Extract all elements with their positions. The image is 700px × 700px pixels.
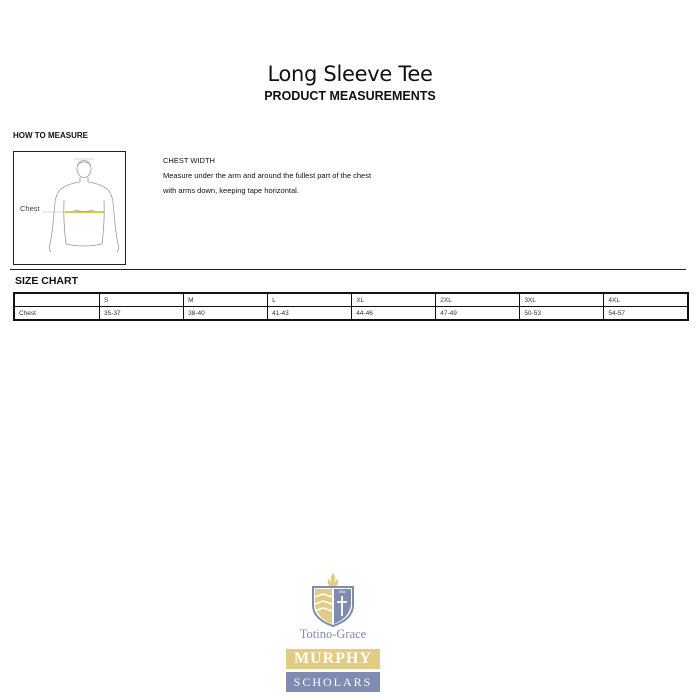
size-label-4xl: 4XL (604, 293, 688, 307)
chest-value-xl: 44-46 (352, 307, 436, 321)
header-cell (14, 293, 100, 307)
size-label-s: S (100, 293, 184, 307)
chest-value-2xl: 47-49 (436, 307, 520, 321)
instruction-heading: CHEST WIDTH (163, 156, 215, 165)
logo-school-name: Totino-Grace (299, 627, 367, 641)
chest-value-s: 35-37 (100, 307, 184, 321)
size-label-2xl: 2XL (436, 293, 520, 307)
chest-value-4xl: 54-57 (604, 307, 688, 321)
how-to-measure-heading: HOW TO MEASURE (13, 131, 88, 140)
chest-label: Chest (20, 204, 40, 213)
chest-value-m: 38-40 (184, 307, 268, 321)
instruction-line: Measure under the arm and around the fullest part of the chest (163, 171, 372, 180)
measurement-figure (13, 151, 126, 265)
size-label-m: M (184, 293, 268, 307)
size-label-l: L (268, 293, 352, 307)
size-chart-table (13, 292, 689, 321)
section-divider (10, 269, 686, 270)
logo-band-murphy: MURPHY (286, 649, 380, 669)
school-logo (283, 571, 383, 695)
size-label-xl: XL (352, 293, 436, 307)
size-chart-heading: SIZE CHART (15, 275, 78, 287)
shield-crest-icon (283, 571, 383, 627)
logo-band-scholars: SCHOLARS (286, 672, 380, 692)
logo-year: 1966 (338, 590, 346, 594)
chest-value-l: 41-43 (268, 307, 352, 321)
size-header-row (14, 293, 688, 307)
instruction-line: with arms down, keeping tape horizontal. (163, 186, 299, 195)
chest-value-3xl: 50-53 (520, 307, 604, 321)
size-label-3xl: 3XL (520, 293, 604, 307)
page-subtitle: PRODUCT MEASUREMENTS (264, 89, 436, 103)
row-label-chest: Chest (14, 307, 100, 321)
measure-instructions (163, 153, 423, 198)
chest-row (14, 307, 688, 321)
page-title: Long Sleeve Tee (267, 62, 433, 86)
